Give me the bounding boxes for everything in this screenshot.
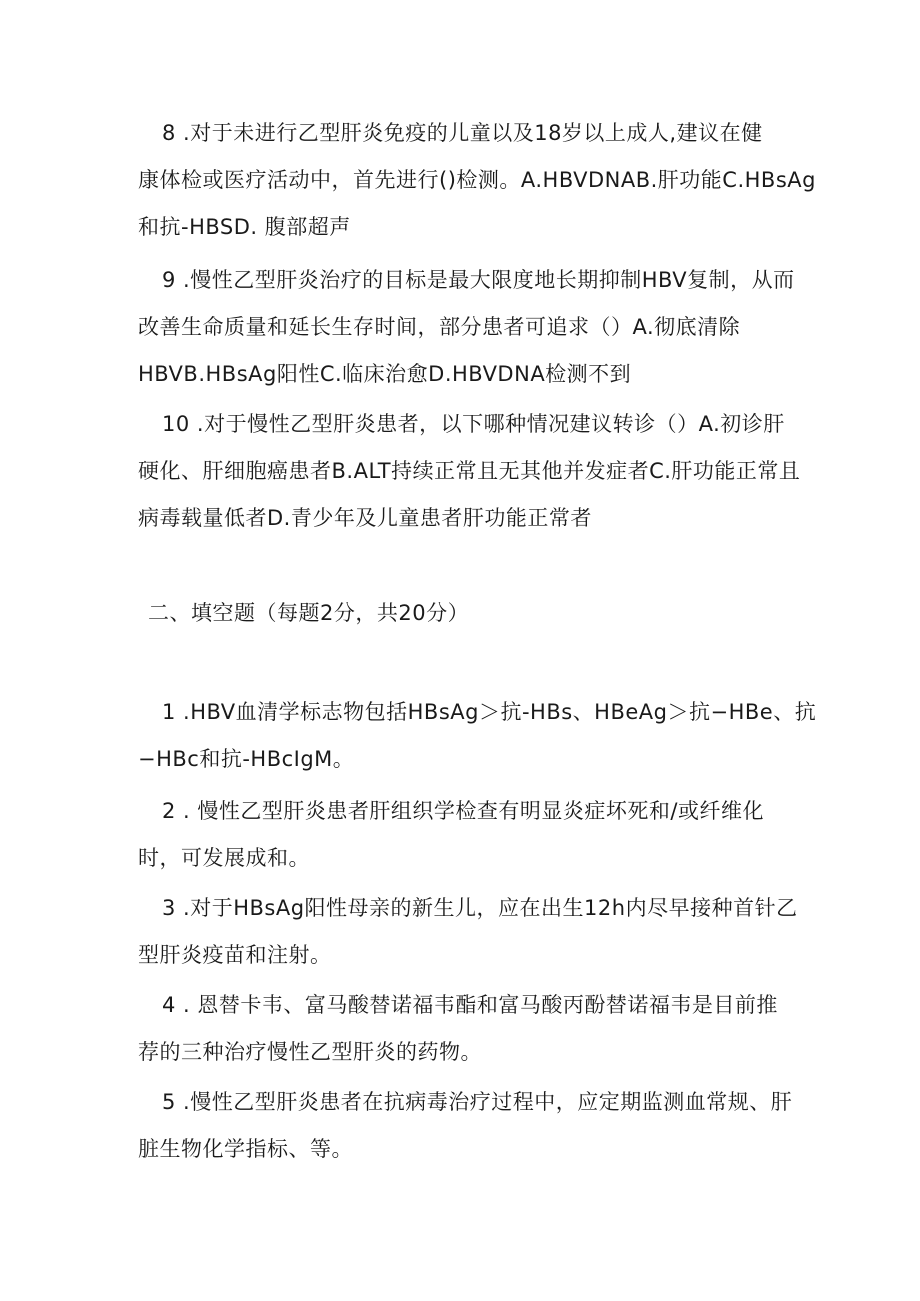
question-10-line-2: 硬化、肝细胞癌患者B.ALT持续正常且无其他并发症者C.肝功能正常且	[138, 459, 801, 483]
fill-blank-4-line-1: 4 . 恩替卡韦、富马酸替诺福韦酯和富马酸丙酚替诺福韦是目前推	[162, 993, 778, 1017]
question-9-line-3: HBVB.HBsAg阳性C.临床治愈D.HBVDNA检测不到	[138, 362, 632, 386]
fill-blank-3-line-1: 3 .对于HBsAg阳性母亲的新生儿，应在出生12h内尽早接种首针乙	[162, 896, 798, 920]
question-10-line-1: 10 .对于慢性乙型肝炎患者，以下哪种情况建议转诊（）A.初诊肝	[162, 412, 785, 436]
fill-blank-2-line-2: 时，可发展成和。	[138, 846, 310, 870]
fill-blank-1-line-1: 1 .HBV血清学标志物包括HBsAg＞抗-HBs、HBeAg＞抗−HBe、抗	[162, 700, 817, 724]
section-title: 二、填空题（每题2分，共20分）	[148, 601, 470, 625]
question-8-line-2: 康体检或医疗活动中，首先进行()检测。A.HBVDNAB.肝功能C.HBsAg	[138, 168, 816, 192]
question-8-line-1: 8 .对于未进行乙型肝炎免疫的儿童以及18岁以上成人,建议在健	[162, 121, 763, 145]
question-9-line-1: 9 .慢性乙型肝炎治疗的目标是最大限度地长期抑制HBV复制，从而	[162, 268, 795, 292]
fill-blank-2-line-1: 2 . 慢性乙型肝炎患者肝组织学检查有明显炎症坏死和/或纤维化	[162, 799, 764, 823]
question-9-line-2: 改善生命质量和延长生存时间，部分患者可追求（）A.彻底清除	[138, 315, 741, 339]
fill-blank-5-line-2: 脏生物化学指标、等。	[138, 1137, 353, 1161]
question-8-line-3: 和抗-HBSD. 腹部超声	[138, 215, 351, 239]
fill-blank-5-line-1: 5 .慢性乙型肝炎患者在抗病毒治疗过程中，应定期监测血常规、肝	[162, 1090, 793, 1114]
fill-blank-4-line-2: 荐的三种治疗慢性乙型肝炎的药物。	[138, 1040, 482, 1064]
question-10-line-3: 病毒载量低者D.青少年及儿童患者肝功能正常者	[138, 506, 592, 530]
fill-blank-3-line-2: 型肝炎疫苗和注射。	[138, 943, 332, 967]
fill-blank-1-line-2: −HBc和抗-HBcIgM。	[138, 747, 355, 771]
